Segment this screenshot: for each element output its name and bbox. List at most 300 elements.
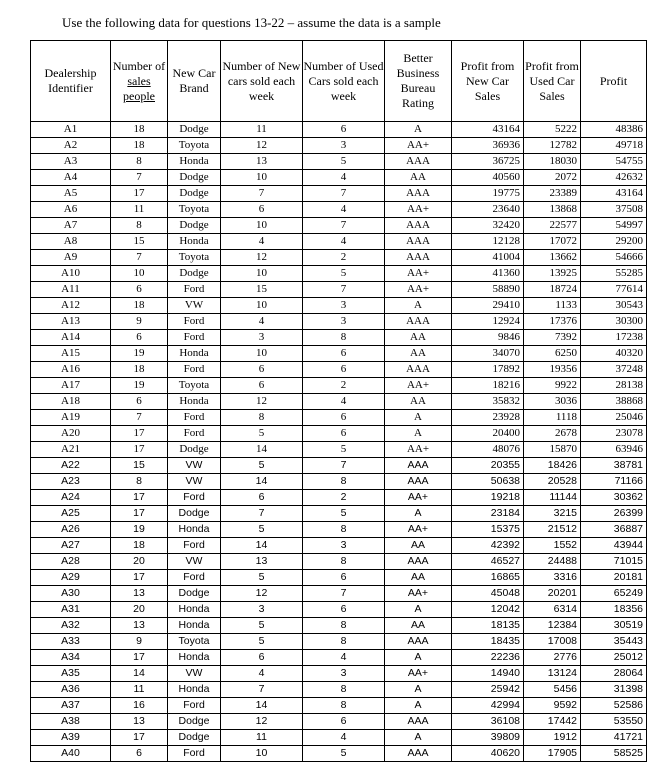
- cell-brand: Toyota: [168, 378, 221, 394]
- cell-profit: 54997: [581, 218, 647, 234]
- cell-new-cars: 4: [221, 234, 303, 250]
- cell-brand: Dodge: [168, 266, 221, 282]
- cell-dealership-id: A37: [31, 698, 111, 714]
- cell-profit: 28138: [581, 378, 647, 394]
- table-row: [31, 138, 647, 154]
- cell-profit: 28064: [581, 666, 647, 682]
- cell-profit-used: 13662: [524, 250, 581, 266]
- header-new-car-brand: New Car Brand: [168, 41, 221, 122]
- cell-salespeople: 7: [111, 250, 168, 266]
- cell-brand: Ford: [168, 570, 221, 586]
- cell-bbb-rating: AAA: [385, 474, 452, 490]
- cell-profit: 36887: [581, 522, 647, 538]
- cell-profit: 37248: [581, 362, 647, 378]
- cell-profit-used: 1552: [524, 538, 581, 554]
- cell-new-cars: 6: [221, 362, 303, 378]
- cell-profit: 41721: [581, 730, 647, 746]
- cell-dealership-id: A16: [31, 362, 111, 378]
- cell-profit-used: 17072: [524, 234, 581, 250]
- cell-profit-new: 18435: [452, 634, 524, 650]
- cell-new-cars: 10: [221, 746, 303, 762]
- cell-used-cars: 8: [303, 554, 385, 570]
- cell-used-cars: 6: [303, 426, 385, 442]
- table-row: [31, 346, 647, 362]
- cell-used-cars: 2: [303, 490, 385, 506]
- table-row: [31, 522, 647, 538]
- cell-used-cars: 4: [303, 394, 385, 410]
- table-row: [31, 618, 647, 634]
- header-used-cars-sold: Number of Used Cars sold each week: [303, 41, 385, 122]
- cell-profit-new: 50638: [452, 474, 524, 490]
- cell-dealership-id: A40: [31, 746, 111, 762]
- cell-salespeople: 6: [111, 282, 168, 298]
- cell-profit-new: 41360: [452, 266, 524, 282]
- table-row: [31, 122, 647, 138]
- cell-new-cars: 14: [221, 442, 303, 458]
- cell-new-cars: 7: [221, 682, 303, 698]
- cell-used-cars: 8: [303, 634, 385, 650]
- cell-profit-used: 2072: [524, 170, 581, 186]
- cell-profit-used: 6250: [524, 346, 581, 362]
- cell-profit-used: 20201: [524, 586, 581, 602]
- cell-brand: Toyota: [168, 250, 221, 266]
- cell-dealership-id: A39: [31, 730, 111, 746]
- cell-bbb-rating: AAA: [385, 218, 452, 234]
- cell-profit-new: 20400: [452, 426, 524, 442]
- cell-dealership-id: A24: [31, 490, 111, 506]
- cell-bbb-rating: AA: [385, 394, 452, 410]
- cell-dealership-id: A31: [31, 602, 111, 618]
- cell-dealership-id: A1: [31, 122, 111, 138]
- cell-profit-used: 3215: [524, 506, 581, 522]
- cell-dealership-id: A10: [31, 266, 111, 282]
- cell-brand: Dodge: [168, 730, 221, 746]
- table-row: [31, 586, 647, 602]
- cell-used-cars: 4: [303, 730, 385, 746]
- cell-new-cars: 7: [221, 506, 303, 522]
- cell-salespeople: 17: [111, 506, 168, 522]
- cell-new-cars: 10: [221, 170, 303, 186]
- table-row: [31, 394, 647, 410]
- cell-brand: Ford: [168, 426, 221, 442]
- cell-bbb-rating: A: [385, 682, 452, 698]
- table-row: [31, 746, 647, 762]
- cell-profit: 77614: [581, 282, 647, 298]
- cell-dealership-id: A4: [31, 170, 111, 186]
- cell-bbb-rating: AA: [385, 170, 452, 186]
- cell-dealership-id: A20: [31, 426, 111, 442]
- cell-brand: Ford: [168, 746, 221, 762]
- table-row: [31, 490, 647, 506]
- cell-bbb-rating: AAA: [385, 634, 452, 650]
- cell-brand: Ford: [168, 282, 221, 298]
- table-row: [31, 474, 647, 490]
- header-new-cars-sold: Number of New cars sold each week: [221, 41, 303, 122]
- table-row: [31, 282, 647, 298]
- cell-profit: 38781: [581, 458, 647, 474]
- instructions-heading: Use the following data for questions 13-22 – assume the data is a sample: [62, 15, 441, 30]
- cell-profit: 31398: [581, 682, 647, 698]
- cell-salespeople: 6: [111, 394, 168, 410]
- cell-profit-new: 25942: [452, 682, 524, 698]
- cell-bbb-rating: AA: [385, 330, 452, 346]
- cell-bbb-rating: AA: [385, 618, 452, 634]
- cell-used-cars: 6: [303, 602, 385, 618]
- cell-dealership-id: A3: [31, 154, 111, 170]
- cell-brand: Dodge: [168, 442, 221, 458]
- cell-profit: 38868: [581, 394, 647, 410]
- cell-bbb-rating: AAA: [385, 746, 452, 762]
- cell-brand: VW: [168, 458, 221, 474]
- cell-profit-used: 17008: [524, 634, 581, 650]
- cell-new-cars: 10: [221, 218, 303, 234]
- cell-used-cars: 4: [303, 650, 385, 666]
- cell-new-cars: 11: [221, 122, 303, 138]
- cell-bbb-rating: AA+: [385, 522, 452, 538]
- cell-dealership-id: A25: [31, 506, 111, 522]
- cell-profit: 65249: [581, 586, 647, 602]
- cell-used-cars: 3: [303, 298, 385, 314]
- cell-brand: Dodge: [168, 186, 221, 202]
- cell-bbb-rating: A: [385, 298, 452, 314]
- cell-profit: 20181: [581, 570, 647, 586]
- cell-dealership-id: A36: [31, 682, 111, 698]
- table-row: [31, 266, 647, 282]
- cell-profit-new: 19218: [452, 490, 524, 506]
- header-dealership-identifier: Dealership Identifier: [31, 41, 111, 122]
- cell-new-cars: 15: [221, 282, 303, 298]
- cell-bbb-rating: AA+: [385, 138, 452, 154]
- cell-new-cars: 12: [221, 250, 303, 266]
- cell-profit: 43944: [581, 538, 647, 554]
- cell-profit-used: 6314: [524, 602, 581, 618]
- cell-used-cars: 8: [303, 522, 385, 538]
- cell-brand: Ford: [168, 490, 221, 506]
- cell-new-cars: 3: [221, 330, 303, 346]
- cell-bbb-rating: A: [385, 410, 452, 426]
- cell-brand: Honda: [168, 346, 221, 362]
- cell-used-cars: 6: [303, 570, 385, 586]
- cell-used-cars: 7: [303, 186, 385, 202]
- cell-profit-used: 13868: [524, 202, 581, 218]
- cell-brand: VW: [168, 666, 221, 682]
- table-body: [31, 122, 647, 762]
- cell-bbb-rating: AAA: [385, 554, 452, 570]
- cell-brand: Honda: [168, 682, 221, 698]
- table-row: [31, 378, 647, 394]
- header-profit: Profit: [581, 41, 647, 122]
- table-row: [31, 442, 647, 458]
- cell-new-cars: 6: [221, 202, 303, 218]
- cell-profit-used: 3316: [524, 570, 581, 586]
- cell-salespeople: 14: [111, 666, 168, 682]
- cell-salespeople: 16: [111, 698, 168, 714]
- cell-brand: Honda: [168, 650, 221, 666]
- table-row: [31, 426, 647, 442]
- cell-profit-used: 22577: [524, 218, 581, 234]
- cell-profit-new: 43164: [452, 122, 524, 138]
- cell-used-cars: 7: [303, 282, 385, 298]
- cell-salespeople: 17: [111, 186, 168, 202]
- cell-bbb-rating: AA+: [385, 586, 452, 602]
- cell-bbb-rating: A: [385, 650, 452, 666]
- cell-profit-new: 36725: [452, 154, 524, 170]
- cell-salespeople: 18: [111, 138, 168, 154]
- cell-profit-new: 36108: [452, 714, 524, 730]
- cell-brand: Ford: [168, 410, 221, 426]
- cell-bbb-rating: AAA: [385, 458, 452, 474]
- cell-profit: 18356: [581, 602, 647, 618]
- cell-brand: Honda: [168, 234, 221, 250]
- cell-dealership-id: A11: [31, 282, 111, 298]
- cell-profit-new: 58890: [452, 282, 524, 298]
- cell-salespeople: 11: [111, 202, 168, 218]
- cell-salespeople: 19: [111, 378, 168, 394]
- cell-dealership-id: A6: [31, 202, 111, 218]
- cell-profit: 63946: [581, 442, 647, 458]
- cell-profit-used: 24488: [524, 554, 581, 570]
- cell-new-cars: 14: [221, 474, 303, 490]
- cell-used-cars: 2: [303, 378, 385, 394]
- cell-profit-new: 48076: [452, 442, 524, 458]
- cell-salespeople: 17: [111, 570, 168, 586]
- cell-used-cars: 7: [303, 586, 385, 602]
- cell-dealership-id: A13: [31, 314, 111, 330]
- cell-salespeople: 13: [111, 714, 168, 730]
- cell-profit-new: 12128: [452, 234, 524, 250]
- cell-bbb-rating: AA: [385, 570, 452, 586]
- cell-profit-new: 41004: [452, 250, 524, 266]
- cell-brand: Ford: [168, 362, 221, 378]
- cell-brand: VW: [168, 298, 221, 314]
- cell-new-cars: 11: [221, 730, 303, 746]
- cell-profit: 42632: [581, 170, 647, 186]
- cell-bbb-rating: AA: [385, 538, 452, 554]
- cell-used-cars: 7: [303, 458, 385, 474]
- table-row: [31, 698, 647, 714]
- cell-used-cars: 5: [303, 266, 385, 282]
- cell-profit: 55285: [581, 266, 647, 282]
- cell-used-cars: 8: [303, 698, 385, 714]
- cell-salespeople: 15: [111, 458, 168, 474]
- cell-bbb-rating: A: [385, 698, 452, 714]
- cell-profit-new: 14940: [452, 666, 524, 682]
- table-row: [31, 234, 647, 250]
- cell-brand: Toyota: [168, 138, 221, 154]
- cell-brand: Dodge: [168, 586, 221, 602]
- cell-salespeople: 19: [111, 522, 168, 538]
- cell-dealership-id: A21: [31, 442, 111, 458]
- cell-used-cars: 4: [303, 170, 385, 186]
- cell-used-cars: 5: [303, 442, 385, 458]
- cell-profit-new: 12924: [452, 314, 524, 330]
- cell-brand: Dodge: [168, 218, 221, 234]
- cell-bbb-rating: AAA: [385, 714, 452, 730]
- header-number-of-salespeople: [111, 41, 168, 122]
- header-salespeople-underlined: sales people: [123, 73, 155, 103]
- cell-profit-used: 7392: [524, 330, 581, 346]
- cell-profit-used: 18426: [524, 458, 581, 474]
- cell-profit-new: 9846: [452, 330, 524, 346]
- table-row: [31, 314, 647, 330]
- cell-salespeople: 7: [111, 410, 168, 426]
- cell-dealership-id: A32: [31, 618, 111, 634]
- cell-new-cars: 10: [221, 266, 303, 282]
- cell-used-cars: 6: [303, 122, 385, 138]
- cell-profit-new: 42392: [452, 538, 524, 554]
- cell-profit-used: 1912: [524, 730, 581, 746]
- cell-new-cars: 12: [221, 138, 303, 154]
- cell-dealership-id: A2: [31, 138, 111, 154]
- cell-profit-new: 18216: [452, 378, 524, 394]
- cell-profit: 43164: [581, 186, 647, 202]
- header-row: [31, 41, 647, 122]
- cell-profit-new: 16865: [452, 570, 524, 586]
- cell-used-cars: 3: [303, 666, 385, 682]
- cell-brand: Honda: [168, 602, 221, 618]
- table-row: [31, 330, 647, 346]
- cell-bbb-rating: AA+: [385, 282, 452, 298]
- cell-profit-new: 23640: [452, 202, 524, 218]
- cell-profit: 58525: [581, 746, 647, 762]
- cell-used-cars: 3: [303, 138, 385, 154]
- cell-profit: 54755: [581, 154, 647, 170]
- cell-new-cars: 4: [221, 314, 303, 330]
- cell-profit-new: 42994: [452, 698, 524, 714]
- cell-brand: Honda: [168, 522, 221, 538]
- cell-used-cars: 5: [303, 746, 385, 762]
- cell-profit-new: 20355: [452, 458, 524, 474]
- cell-used-cars: 3: [303, 538, 385, 554]
- cell-profit: 26399: [581, 506, 647, 522]
- cell-profit: 52586: [581, 698, 647, 714]
- cell-profit-used: 20528: [524, 474, 581, 490]
- cell-dealership-id: A5: [31, 186, 111, 202]
- cell-new-cars: 14: [221, 538, 303, 554]
- cell-brand: Honda: [168, 394, 221, 410]
- cell-salespeople: 20: [111, 554, 168, 570]
- cell-profit: 25046: [581, 410, 647, 426]
- cell-bbb-rating: AA: [385, 346, 452, 362]
- cell-profit-used: 5456: [524, 682, 581, 698]
- cell-profit: 30300: [581, 314, 647, 330]
- cell-profit: 48386: [581, 122, 647, 138]
- table-row: [31, 202, 647, 218]
- cell-salespeople: 17: [111, 650, 168, 666]
- cell-dealership-id: A12: [31, 298, 111, 314]
- cell-salespeople: 6: [111, 746, 168, 762]
- cell-used-cars: 8: [303, 330, 385, 346]
- cell-profit-used: 3036: [524, 394, 581, 410]
- cell-used-cars: 6: [303, 346, 385, 362]
- cell-dealership-id: A19: [31, 410, 111, 426]
- table-row: [31, 682, 647, 698]
- cell-brand: Ford: [168, 538, 221, 554]
- cell-profit: 23078: [581, 426, 647, 442]
- header-salespeople-prefix: Number of: [112, 58, 166, 73]
- cell-salespeople: 19: [111, 346, 168, 362]
- cell-profit-used: 19356: [524, 362, 581, 378]
- table-row: [31, 554, 647, 570]
- cell-profit-used: 18724: [524, 282, 581, 298]
- cell-dealership-id: A38: [31, 714, 111, 730]
- cell-used-cars: 8: [303, 618, 385, 634]
- table-row: [31, 538, 647, 554]
- cell-brand: Toyota: [168, 202, 221, 218]
- cell-profit-used: 17376: [524, 314, 581, 330]
- cell-used-cars: 8: [303, 682, 385, 698]
- cell-new-cars: 10: [221, 298, 303, 314]
- cell-dealership-id: A33: [31, 634, 111, 650]
- table-row: [31, 730, 647, 746]
- cell-new-cars: 12: [221, 714, 303, 730]
- table-row: [31, 650, 647, 666]
- cell-brand: Toyota: [168, 634, 221, 650]
- cell-brand: Ford: [168, 698, 221, 714]
- cell-new-cars: 5: [221, 426, 303, 442]
- cell-profit-new: 45048: [452, 586, 524, 602]
- cell-salespeople: 8: [111, 474, 168, 490]
- cell-used-cars: 7: [303, 218, 385, 234]
- cell-profit-used: 12384: [524, 618, 581, 634]
- cell-bbb-rating: AAA: [385, 154, 452, 170]
- cell-profit-new: 35832: [452, 394, 524, 410]
- table-row: [31, 666, 647, 682]
- cell-brand: Dodge: [168, 506, 221, 522]
- dealership-data-table: [30, 40, 647, 762]
- cell-profit: 54666: [581, 250, 647, 266]
- cell-profit-new: 22236: [452, 650, 524, 666]
- cell-profit-new: 40620: [452, 746, 524, 762]
- cell-dealership-id: A27: [31, 538, 111, 554]
- cell-profit: 49718: [581, 138, 647, 154]
- cell-profit: 71015: [581, 554, 647, 570]
- cell-profit: 30519: [581, 618, 647, 634]
- cell-bbb-rating: AAA: [385, 186, 452, 202]
- cell-profit-new: 15375: [452, 522, 524, 538]
- cell-new-cars: 4: [221, 666, 303, 682]
- cell-new-cars: 5: [221, 634, 303, 650]
- cell-used-cars: 4: [303, 202, 385, 218]
- cell-new-cars: 6: [221, 650, 303, 666]
- cell-profit-used: 18030: [524, 154, 581, 170]
- cell-used-cars: 4: [303, 234, 385, 250]
- table-row: [31, 186, 647, 202]
- cell-new-cars: 5: [221, 458, 303, 474]
- cell-used-cars: 3: [303, 314, 385, 330]
- cell-profit-used: 12782: [524, 138, 581, 154]
- cell-profit-new: 17892: [452, 362, 524, 378]
- cell-bbb-rating: AA+: [385, 202, 452, 218]
- cell-new-cars: 10: [221, 346, 303, 362]
- table-row: [31, 410, 647, 426]
- cell-profit: 40320: [581, 346, 647, 362]
- cell-salespeople: 9: [111, 314, 168, 330]
- cell-dealership-id: A30: [31, 586, 111, 602]
- cell-new-cars: 6: [221, 490, 303, 506]
- cell-dealership-id: A23: [31, 474, 111, 490]
- cell-brand: Dodge: [168, 122, 221, 138]
- cell-salespeople: 17: [111, 490, 168, 506]
- cell-profit-used: 17905: [524, 746, 581, 762]
- cell-dealership-id: A26: [31, 522, 111, 538]
- cell-used-cars: 2: [303, 250, 385, 266]
- cell-salespeople: 11: [111, 682, 168, 698]
- cell-salespeople: 6: [111, 330, 168, 346]
- table-row: [31, 298, 647, 314]
- cell-profit-used: 17442: [524, 714, 581, 730]
- cell-dealership-id: A8: [31, 234, 111, 250]
